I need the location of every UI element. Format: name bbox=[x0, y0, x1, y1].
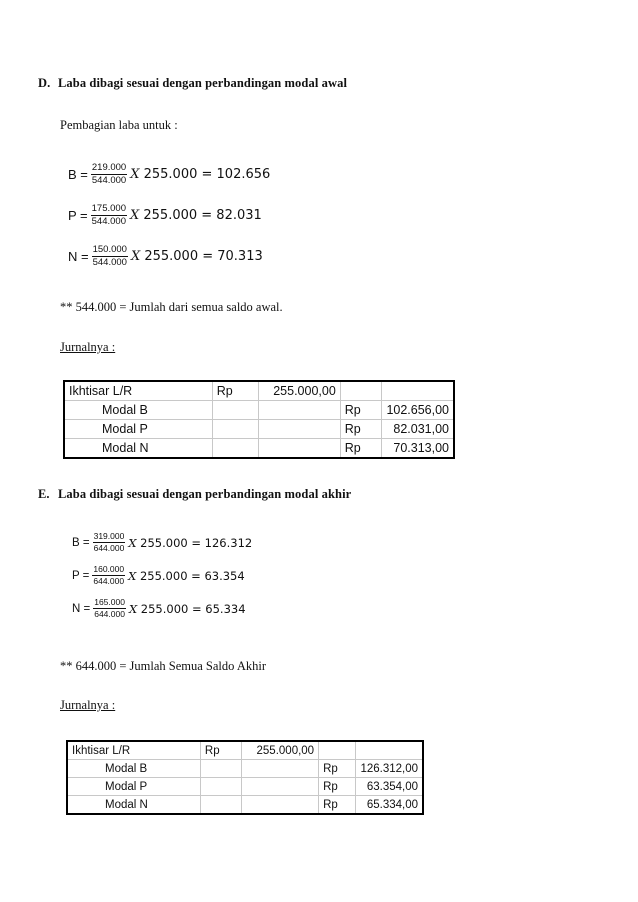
formula-expression: 255.000 = 126.312 bbox=[136, 535, 253, 550]
multiply-symbol: X bbox=[130, 249, 141, 265]
formula-result bbox=[131, 249, 263, 264]
table-cell: Modal P bbox=[64, 420, 212, 439]
formula-expression: 255.000 = 70.313 bbox=[140, 249, 263, 265]
table-row bbox=[64, 401, 454, 420]
fraction-numerator: 175.000 bbox=[91, 204, 127, 216]
formula-var: P = bbox=[72, 569, 90, 582]
formula-var: N = bbox=[68, 249, 89, 265]
fraction-numerator: 319.000 bbox=[93, 532, 126, 543]
formula-d-p bbox=[68, 204, 262, 228]
table-cell: 82.031,00 bbox=[382, 420, 454, 439]
fraction bbox=[93, 598, 126, 620]
formula-result bbox=[130, 208, 262, 223]
table-cell bbox=[241, 760, 319, 778]
table-cell: 63.354,00 bbox=[356, 778, 423, 796]
table-row bbox=[64, 420, 454, 439]
table-cell: 126.312,00 bbox=[356, 760, 423, 778]
formula-e-n bbox=[72, 598, 246, 620]
formula-expression: 255.000 = 65.334 bbox=[137, 601, 246, 616]
formula-result bbox=[128, 536, 252, 550]
section-d-note: ** 544.000 = Jumlah dari semua saldo awal. bbox=[60, 300, 283, 314]
multiply-symbol: X bbox=[130, 167, 140, 183]
section-e-letter: E. bbox=[38, 487, 50, 501]
fraction-denominator: 644.000 bbox=[94, 609, 125, 620]
fraction bbox=[93, 532, 126, 554]
table-cell: Modal N bbox=[64, 439, 212, 459]
table-cell: Modal B bbox=[64, 401, 212, 420]
section-d-heading bbox=[38, 76, 347, 91]
table-row bbox=[67, 796, 423, 815]
table-cell: Rp bbox=[319, 796, 356, 815]
formula-d-b bbox=[68, 163, 270, 187]
table-cell: Rp bbox=[212, 381, 258, 401]
fraction-denominator: 644.000 bbox=[93, 543, 125, 554]
table-cell bbox=[212, 439, 258, 459]
section-e-title: Laba dibagi sesuai dengan perbandingan modal akhir bbox=[58, 487, 352, 501]
fraction-numerator: 160.000 bbox=[92, 565, 125, 576]
formula-var: B = bbox=[72, 536, 90, 549]
table-cell: 102.656,00 bbox=[382, 401, 454, 420]
multiply-symbol: X bbox=[128, 568, 137, 583]
section-e-jurnal-label: Jurnalnya : bbox=[60, 698, 116, 712]
section-d-jurnal-label: Jurnalnya : bbox=[60, 340, 116, 354]
table-cell bbox=[200, 760, 241, 778]
table-row bbox=[64, 381, 454, 401]
table-cell bbox=[356, 741, 423, 760]
table-cell: 255.000,00 bbox=[258, 381, 340, 401]
table-cell: Modal P bbox=[67, 778, 200, 796]
table-cell: 255.000,00 bbox=[241, 741, 319, 760]
table-cell bbox=[382, 381, 454, 401]
formula-d-n bbox=[68, 245, 263, 269]
table-row bbox=[67, 741, 423, 760]
table-cell bbox=[258, 420, 340, 439]
table-cell: Rp bbox=[340, 401, 382, 420]
fraction-denominator: 544.000 bbox=[91, 216, 126, 228]
fraction-denominator: 544.000 bbox=[92, 257, 127, 269]
table-cell: 70.313,00 bbox=[382, 439, 454, 459]
section-d-intro: Pembagian laba untuk : bbox=[60, 118, 178, 132]
table-cell bbox=[212, 420, 258, 439]
table-cell: Rp bbox=[340, 439, 382, 459]
table-cell: Rp bbox=[319, 760, 356, 778]
multiply-symbol: X bbox=[128, 535, 137, 550]
table-cell: 65.334,00 bbox=[356, 796, 423, 815]
fraction-numerator: 165.000 bbox=[93, 598, 126, 609]
multiply-symbol: X bbox=[129, 208, 140, 224]
table-cell: Modal N bbox=[67, 796, 200, 815]
fraction-denominator: 644.000 bbox=[93, 576, 125, 587]
section-e-journal-table bbox=[66, 740, 424, 815]
formula-expression: 255.000 = 102.656 bbox=[139, 167, 271, 183]
table-cell bbox=[258, 401, 340, 420]
table-row bbox=[67, 760, 423, 778]
fraction bbox=[92, 245, 128, 269]
formula-e-b bbox=[72, 532, 252, 554]
table-cell bbox=[212, 401, 258, 420]
multiply-symbol: X bbox=[128, 601, 138, 616]
table-cell: Rp bbox=[340, 420, 382, 439]
fraction-numerator: 150.000 bbox=[92, 245, 128, 257]
section-e-heading bbox=[38, 487, 351, 502]
table-cell bbox=[200, 796, 241, 815]
table-cell bbox=[241, 778, 319, 796]
formula-result bbox=[130, 167, 270, 182]
formula-var: P = bbox=[68, 208, 88, 224]
table-cell bbox=[258, 439, 340, 459]
fraction bbox=[91, 163, 127, 187]
table-cell bbox=[241, 796, 319, 815]
table-cell: Rp bbox=[200, 741, 241, 760]
formula-var: N = bbox=[72, 602, 91, 615]
section-e-note: ** 644.000 = Jumlah Semua Saldo Akhir bbox=[60, 659, 266, 673]
fraction-numerator: 219.000 bbox=[91, 163, 127, 175]
fraction bbox=[92, 565, 125, 587]
fraction-denominator: 544.000 bbox=[91, 175, 127, 187]
table-cell: Ikhtisar L/R bbox=[67, 741, 200, 760]
table-row bbox=[64, 439, 454, 459]
table-cell: Rp bbox=[319, 778, 356, 796]
table-cell bbox=[200, 778, 241, 796]
table-cell: Modal B bbox=[67, 760, 200, 778]
formula-expression: 255.000 = 82.031 bbox=[139, 208, 262, 224]
formula-result bbox=[128, 569, 245, 583]
table-cell bbox=[319, 741, 356, 760]
table-cell bbox=[340, 381, 382, 401]
formula-result bbox=[129, 602, 246, 616]
formula-e-p bbox=[72, 565, 245, 587]
section-d-title: Laba dibagi sesuai dengan perbandingan modal awal bbox=[58, 76, 348, 90]
fraction bbox=[91, 204, 127, 228]
section-d-letter: D. bbox=[38, 76, 51, 90]
section-d-journal-table bbox=[63, 380, 455, 459]
table-row bbox=[67, 778, 423, 796]
formula-expression: 255.000 = 63.354 bbox=[136, 568, 245, 583]
table-cell: Ikhtisar L/R bbox=[64, 381, 212, 401]
formula-var: B = bbox=[68, 167, 88, 183]
